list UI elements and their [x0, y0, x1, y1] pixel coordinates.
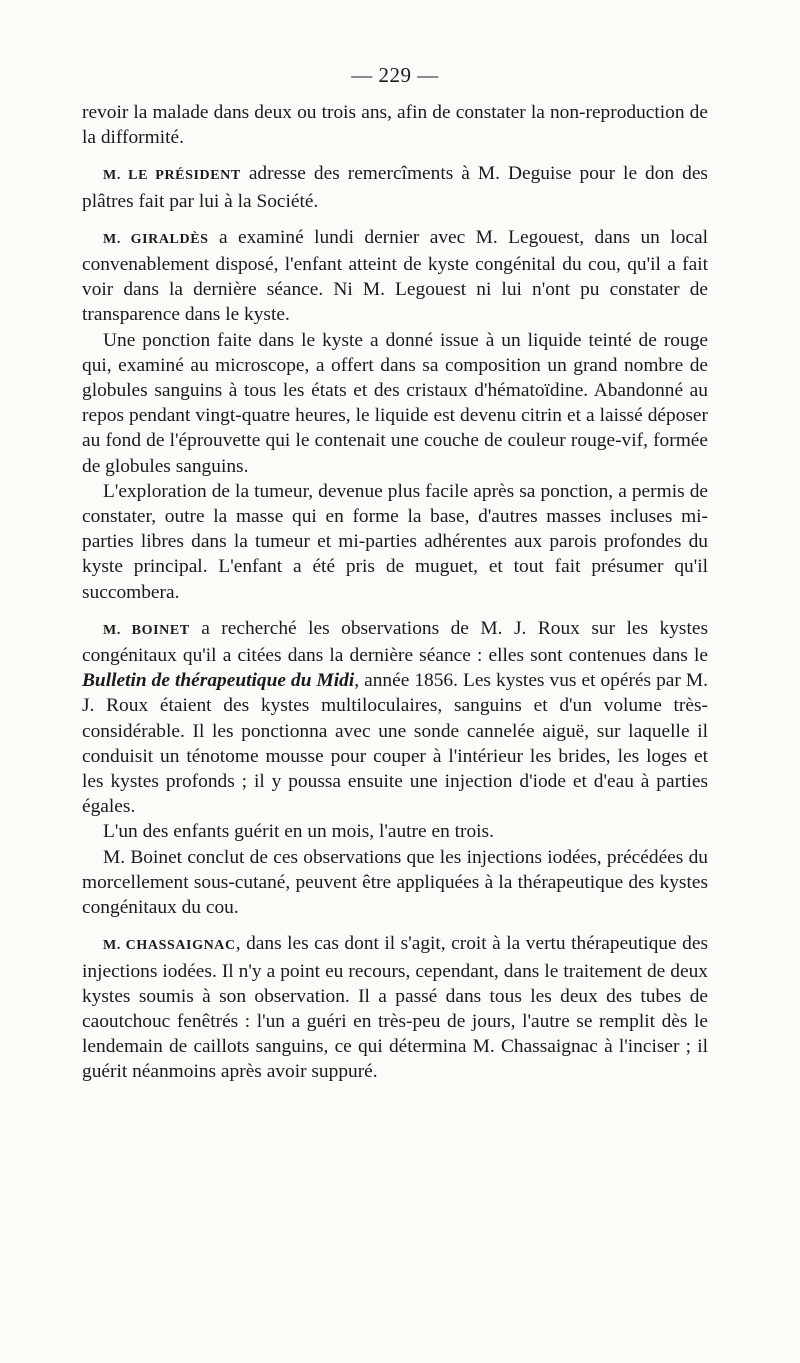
speaker-name: M. GIRALDÈS [103, 231, 209, 247]
paragraph-text: Une ponction faite dans le kyste a donné issue à un liquide teinté de rouge qui, examiné au microscope, a offert dans sa composition un grand nombre de globules sanguins à tous les états et des cristaux d'hématoïdine. Abandonné au repos pendant vingt-quatre heures, le liquide est devenu citrin et a laissé déposer au fond de l'éprouvette qui le contenait une couche de couleur rouge-vif, formée de globules sanguins. [82, 329, 708, 477]
paragraph-boinet [82, 616, 708, 820]
paragraph-enfants [82, 819, 708, 844]
document-page [82, 62, 708, 1085]
paragraph-ponction [82, 328, 708, 479]
paragraph-giraldes [82, 225, 708, 328]
paragraph-exploration [82, 479, 708, 605]
paragraph-continuation [82, 100, 708, 150]
paragraph-text: , année 1856. Les kystes vus et opérés par M. J. Roux étaient des kystes multiloculaires, sanguins et d'un volume très-considérable. Il les ponctionna avec une sonde cannelée aiguë, sur laquelle il conduisit un ténotome mousse pour couper à l'intérieur les brides, les loges et les kystes profonds ; il y poussa ensuite une injection d'iode et d'eau à parties égales. [82, 670, 708, 818]
paragraph-text: revoir la malade dans deux ou trois ans, afin de constater la non-reproduction de la difformité. [82, 102, 708, 149]
paragraph-boinet-conclusion [82, 845, 708, 921]
paragraph-president [82, 161, 708, 213]
paragraph-text: L'exploration de la tumeur, devenue plus facile après sa ponction, a permis de constater, outre la masse qui en forme la base, d'autres masses incluses mi-parties libres dans la tumeur et mi-parties adhérentes aux parois profondes du kyste principal. L'enfant a été pris de muguet, et tout fait présumer qu'il succombera. [82, 480, 708, 603]
speaker-name: M. LE PRÉSIDENT [103, 168, 241, 184]
page-number: — 229 — [351, 63, 439, 87]
paragraph-text: a examiné lundi dernier avec M. Legouest, dans un local convenablement disposé, l'enfant atteint de kyste congénital du cou, qu'il a fait voir dans la dernière séance. Ni M. Legouest ni lui n'ont pu constater de transparence dans le kyste. [82, 226, 708, 326]
publication-title: Bulletin de thérapeutique du Midi [82, 670, 355, 692]
paragraph-text: adresse des remercîments à M. Deguise pour le don des plâtres fait par lui à la Société. [82, 163, 708, 212]
speaker-name: M. BOINET [103, 622, 190, 638]
paragraph-chassaignac [82, 931, 708, 1084]
paragraph-text: a recherché les observations de M. J. Roux sur les kystes congénitaux qu'il a citées dans la dernière séance : elles sont contenues dans le [82, 617, 709, 667]
speaker-name: M. CHASSAIGNAC [103, 938, 236, 954]
paragraph-text: L'un des enfants guérit en un mois, l'autre en trois. [103, 821, 494, 843]
paragraph-text: M. Boinet conclut de ces observations que les injections iodées, précédées du morcellement sous-cutané, peuvent être appliquées à la thérapeutique des kystes congénitaux du cou. [82, 846, 708, 919]
paragraph-text: , dans les cas dont il s'agit, croit à la vertu thérapeutique des injections iodées. Il n'y a point eu recours, cependant, dans le traitement de deux kystes soumis à son observation. Il a passé dans tous les deux des tubes de caoutchouc fenêtrés : l'un a guéri en très-peu de jours, l'autre se remplit dès le lendemain de caillots sanguins, ce qui détermina M. Chassaignac à l'inciser ; il guérit néanmoins après avoir suppuré. [82, 933, 708, 1083]
